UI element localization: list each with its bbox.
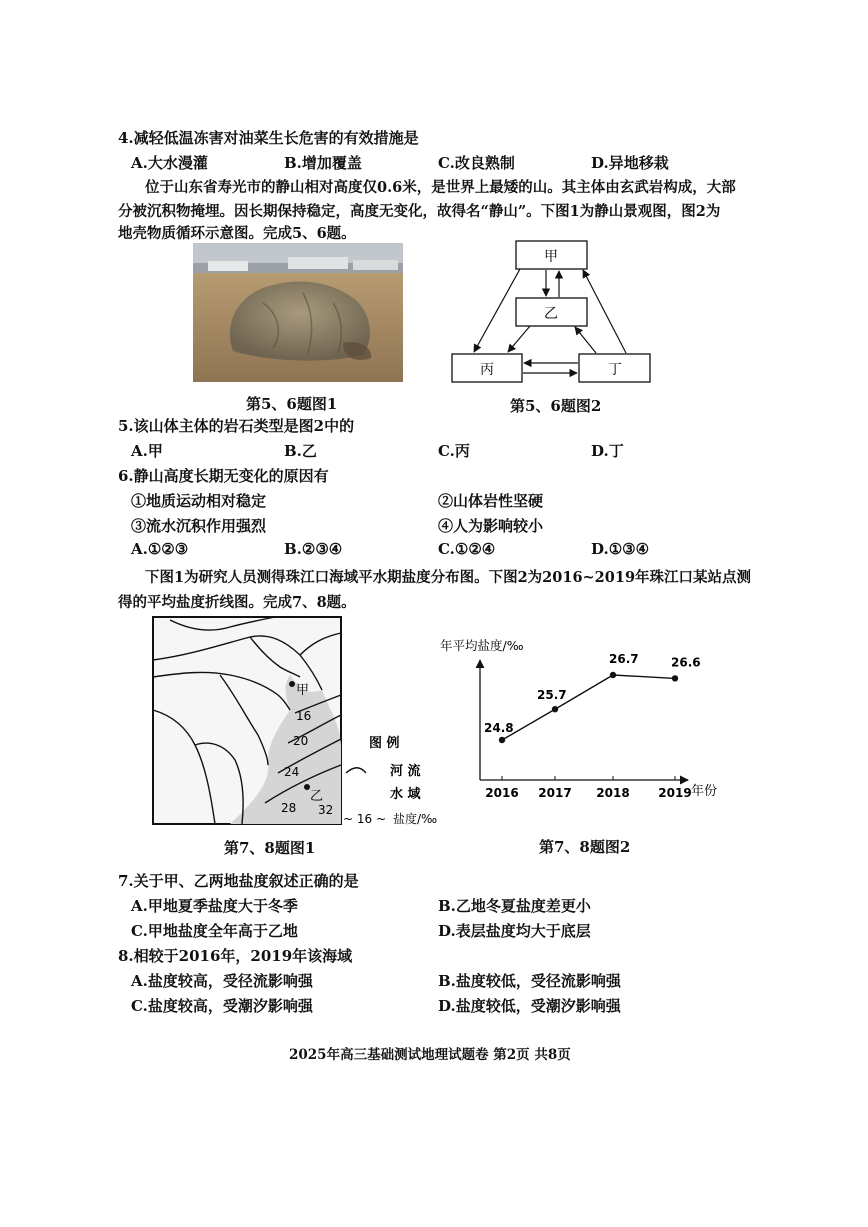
question-7-stem: 7.关于甲、乙两地盐度叙述正确的是 — [118, 872, 359, 890]
legend-river-label: 河 流 — [390, 764, 421, 779]
data-point-2017 — [552, 706, 558, 712]
data-point-2019 — [672, 675, 678, 681]
q5-option-b: B.乙 — [284, 442, 317, 460]
q7-option-a: A.甲地夏季盐度大于冬季 — [131, 897, 298, 915]
data-point-2016 — [499, 737, 505, 743]
x-tick-label-2019: 2019 — [658, 786, 692, 800]
q8-option-c: C.盐度较高，受潮汐影响强 — [131, 997, 313, 1015]
figure-7-8-2-caption: 第7、8题图2 — [539, 838, 631, 856]
passage-7-8-line2: 得的平均盐度折线图。完成7、8题。 — [118, 594, 356, 611]
q7-option-d: D.表层盐度均大于底层 — [438, 922, 591, 940]
isoline-label-20: 20 — [293, 734, 309, 748]
q5-option-c: C.丙 — [438, 442, 470, 460]
q4-option-a: A.大水漫灌 — [131, 154, 208, 172]
data-label-2016: 24.8 — [484, 721, 514, 735]
isoline-label-28: 28 — [281, 801, 297, 815]
box-jia-label: 甲 — [544, 249, 558, 265]
q8-option-d: D.盐度较低，受潮汐影响强 — [438, 997, 621, 1015]
passage-5-6-line1: 位于山东省寿光市的静山相对高度仅0.6米，是世界上最矮的山。其主体由玄武岩构成，大部 — [145, 179, 736, 196]
passage-5-6-line2: 分被沉积物掩埋。因长期保持稳定，高度无变化，故得名“静山”。下图1为静山景观图，图2为 — [118, 203, 721, 220]
point-jia-label: 甲 — [296, 683, 310, 698]
y-axis-label: 年平均盐度/‰ — [440, 638, 524, 653]
box-ding-label: 丁 — [608, 362, 622, 378]
isoline-label-24: 24 — [284, 765, 300, 779]
question-8-stem: 8.相较于2016年，2019年该海域 — [118, 947, 353, 965]
q6-option-b: B.②③④ — [284, 540, 343, 558]
salinity-map — [150, 615, 450, 830]
passage-7-8-line1: 下图1为研究人员测得珠江口海域平水期盐度分布图。下图2为2016~2019年珠江口某站点测 — [145, 569, 752, 586]
series-line — [502, 675, 675, 740]
isoline-label-16: 16 — [296, 709, 312, 723]
data-label-2018: 26.7 — [609, 652, 639, 666]
question-6-stem: 6.静山高度长期无变化的原因有 — [118, 467, 329, 485]
q4-option-d: D.异地移栽 — [591, 154, 669, 172]
q6-item-2: ②山体岩性坚硬 — [438, 492, 544, 510]
rock-cycle-diagram — [440, 236, 665, 388]
point-jia — [289, 681, 295, 687]
legend-salinity-symbol: ~ 16 ~ — [343, 812, 387, 826]
q5-option-d: D.丁 — [591, 442, 624, 460]
q6-item-3: ③流水沉积作用强烈 — [131, 517, 267, 535]
q7-option-b: B.乙地冬夏盐度差更小 — [438, 897, 591, 915]
legend-river-symbol — [346, 768, 366, 773]
x-tick-label-2016: 2016 — [485, 786, 519, 800]
data-label-2017: 25.7 — [537, 688, 567, 703]
point-yi-label: 乙 — [310, 789, 324, 804]
legend-salinity-label: 盐度/‰ — [393, 812, 438, 826]
q6-option-c: C.①②④ — [438, 540, 496, 558]
figure-7-8-1-caption: 第7、8题图1 — [224, 839, 316, 857]
passage-5-6-line3: 地壳物质循环示意图。完成5、6题。 — [118, 225, 356, 242]
q8-option-a: A.盐度较高，受径流影响强 — [131, 972, 313, 990]
legend-title: 图 例 — [369, 736, 400, 751]
q6-item-1: ①地质运动相对稳定 — [131, 492, 267, 510]
arrow-jia-to-bing — [474, 269, 520, 352]
arrow-yi-to-bing — [508, 326, 530, 352]
q6-option-d: D.①③④ — [591, 540, 650, 558]
figure-5-6-1-caption: 第5、6题图1 — [246, 395, 338, 413]
arrow-ding-to-jia — [583, 270, 626, 353]
q4-option-c: C.改良熟制 — [438, 154, 515, 172]
x-axis-label: 年份 — [691, 784, 718, 799]
q8-option-b: B.盐度较低，受径流影响强 — [438, 972, 621, 990]
legend-water-label: 水 域 — [390, 787, 421, 802]
page-footer: 2025年高三基础测试地理试题卷 第2页 共8页 — [289, 1047, 571, 1063]
question-5-stem: 5.该山体主体的岩石类型是图2中的 — [118, 417, 355, 435]
q4-option-b: B.增加覆盖 — [284, 154, 362, 172]
data-label-2019: 26.6 — [671, 655, 701, 670]
figure-5-6-2-caption: 第5、6题图2 — [510, 397, 602, 415]
q6-item-4: ④人为影响较小 — [438, 517, 544, 535]
isoline-label-32: 32 — [318, 803, 334, 817]
question-4-stem: 4.减轻低温冻害对油菜生长危害的有效措施是 — [118, 129, 419, 147]
q6-option-a: A.①②③ — [131, 540, 189, 558]
salinity-line-chart — [430, 630, 730, 810]
arrow-ding-to-yi — [575, 327, 596, 353]
x-tick-label-2018: 2018 — [596, 786, 630, 800]
jingshan-photo — [193, 243, 403, 382]
x-tick-label-2017: 2017 — [538, 786, 572, 800]
data-point-2018 — [610, 672, 616, 678]
box-bing-label: 丙 — [480, 362, 494, 378]
q7-option-c: C.甲地盐度全年高于乙地 — [131, 922, 298, 940]
q5-option-a: A.甲 — [131, 442, 163, 460]
box-yi-label: 乙 — [544, 306, 558, 322]
